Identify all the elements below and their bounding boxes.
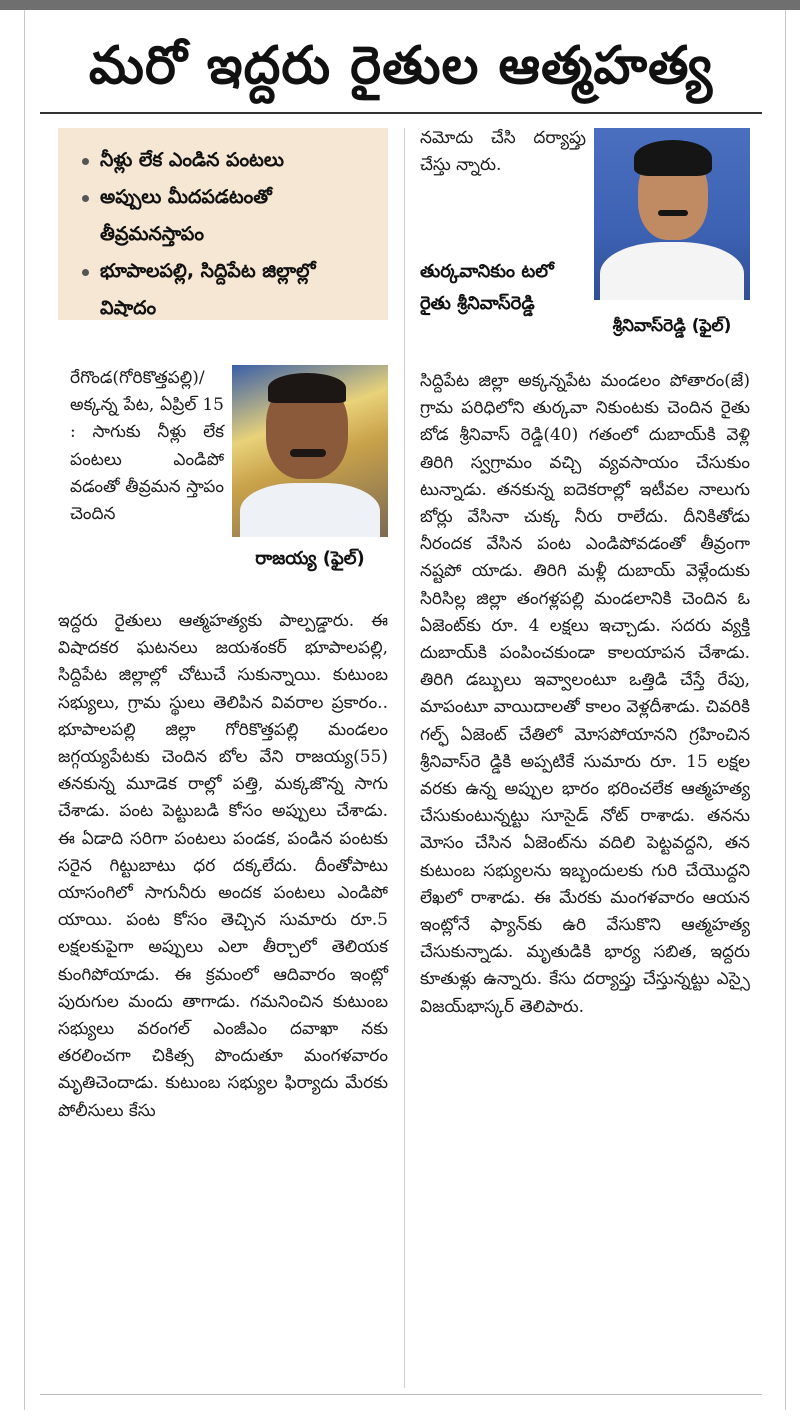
story2-body [420,368,750,1021]
page-edge-right [785,10,786,1410]
page-edge-left [24,10,25,1410]
bullet-icon [82,195,89,202]
rajaiah-photo [232,365,388,537]
story1-intro [70,365,224,528]
story2-intro-text: నమోదు చేసి దర్యాప్తు చేస్తు న్నారు. [420,128,586,176]
story2-body-text: సిద్దిపేట జిల్లా అక్కన్నపేట మండలం పోతారం(జే) గ్రామ పరిధిలోని తుర్కవా నికుంటకు చెందిన రైతు బోడ శ్రీనివాస్ రెడ్డి(40) గతంలో దుబాయ్‌కి వెళ్లి తిరిగి స్వగ్రామం వచ్చి వ్యవసాయం చేసుకుం టున్నాడు. తనకున్న ఐదెకరాల్లో ఇటీవల నాలుగు బోర్లు వేసినా చుక్క నీరు రాలేదు. దీనికితోడు నీరందక వేసిన పంట ఎండిపోవడంతో తీవ్రంగా నష్టపో యాడు. తిరిగి మళ్లీ దుబాయ్ వెళ్లేందుకు సిరిసిల్ల జిల్లా తంగళ్లపల్లి మండలానికి చెందిన ఓ ఏజెంట్‌కు రూ. 4 లక్షలు ఇచ్చాడు. సదరు వ్యక్తి దుబాయ్‌కి పంపించకుండా కాలయాపన చేశాడు. తిరిగి డబ్బులు ఇవ్వాలంటూ ఒత్తిడి చేస్తే రేపు, మాపంటూ వాయిదాలతో కాలం వెళ్లదీశాడు. చివరికి గల్ఫ్ ఏజెంట్ చేతిలో మోసపోయానని గ్రహించిన శ్రీనివాస్‌రె డ్డికి అప్పటికే సుమారు రూ. 15 లక్షల వరకు ఉన్న అప్పుల భారం భరించలేక ఆత్మహత్య చేసుకుంటున్నట్టు సూసైడ్ నోట్ రాశాడు. తనను మోసం చేసిన ఏజెంట్‌ను వదిలి పెట్టవద్దని, తన కుటుంబ సభ్యులను ఇబ్బందులకు గురి చేయొద్దని లేఖలో రాశాడు. ఈ మేరకు మంగళవారం ఆయన ఇంట్లోనే ఫ్యాన్‌కు ఉరి వేసుకొని ఆత్మహత్య చేసుకున్నాడు. మృతుడికి భార్య సబిత, ఇద్దరు కూతుళ్లు ఉన్నారు. కేసు దర్యాప్తు చేస్తున్నట్టు ఎస్సై విజయ్‌భాస్కర్ తెలిపారు. [420,371,750,1017]
rajaiah-photo-caption: రాజయ్య (ఫైల్) [255,548,365,569]
story1-intro-text: రేగొండ(గోరికొత్తపల్లి)/అక్కన్న పేట, ఏప్రిల్ 15 : సాగుకు నీళ్లు లేక పంటలు ఎండిపో వడంతో తీవ్రమన స్తాపం చెందిన [70,368,224,525]
highlights-box [58,128,388,320]
photo-moustache [658,210,688,216]
bullet-icon [82,158,89,165]
headline: మరో ఇద్దరు రైతుల ఆత్మహత్య [88,36,714,96]
story2-subheading: తుర్కవానికుం టలో రైతు శ్రీనివాస్‌రెడ్డి [420,261,554,314]
highlight-item [82,142,374,179]
highlight-text: భూపాలపల్లి, సిద్దిపేట జిల్లాల్లో విషాదం [100,260,316,319]
highlight-text: అప్పులు మీదపడటంతో తీవ్రమనస్తాపం [100,186,272,245]
headline-divider [40,112,762,114]
photo-moustache [290,449,326,457]
highlight-text: నీళ్లు లేక ఎండిన పంటలు [100,149,284,171]
photo-hair [268,373,346,403]
story1-body [58,608,388,1125]
top-border-bar [0,0,800,10]
column-divider [404,128,405,1388]
highlight-item [82,253,374,327]
highlight-item [82,179,374,253]
bottom-divider [40,1394,762,1395]
story2-intro [420,125,586,179]
srinivas-reddy-photo-caption: శ్రీనివాస్‌రెడ్డి (ఫైల్) [612,316,732,336]
photo-hair [634,140,712,176]
photo-shirt [240,483,380,537]
photo-shirt [600,242,744,300]
bullet-icon [82,269,89,276]
story1-body-text: ఇద్దరు రైతులు ఆత్మహత్యకు పాల్పడ్డారు. ఈ విషాదకర ఘటనలు జయశంకర్ భూపాలపల్లి, సిద్దిపేట జిల్లాల్లో చోటుచే సుకున్నాయి. కుటుంబ సభ్యులు, గ్రామ స్థులు తెలిపిన వివరాల ప్రకారం.. భూపాలపల్లి జిల్లా గోరికొత్తపల్లి మండలం జగ్గయ్యపేటకు చెందిన బోల వేని రాజయ్య(55) తనకున్న మూడెక రాల్లో పత్తి, మక్కజొన్న సాగు చేశాడు. పంట పెట్టుబడి కోసం అప్పులు చేశాడు. ఈ ఏడాది సరిగా పంటలు పండక, పండిన పంటకు సరైన గిట్టుబాటు ధర దక్కలేదు. దీంతోపాటు యాసంగిలో సాగునీరు అందక పంటలు ఎండిపో యాయి. పంట కోసం తెచ్చిన సుమారు రూ.5 లక్షలకుపైగా అప్పులు ఎలా తీర్చాలో తెలియక కుంగిపోయాడు. ఈ క్రమంలో ఆదివారం ఇంట్లో పురుగుల మందు తాగాడు. గమనించిన కుటుంబ సభ్యులు వరంగల్ ఎంజీఎం దవాఖా నకు తరలించగా చికిత్స పొందుతూ మంగళవారం మృతిచెందాడు. కుటుంబ సభ్యుల ఫిర్యాదు మేరకు పోలీసులు కేసు [58,611,388,1121]
srinivas-reddy-photo [594,128,750,300]
